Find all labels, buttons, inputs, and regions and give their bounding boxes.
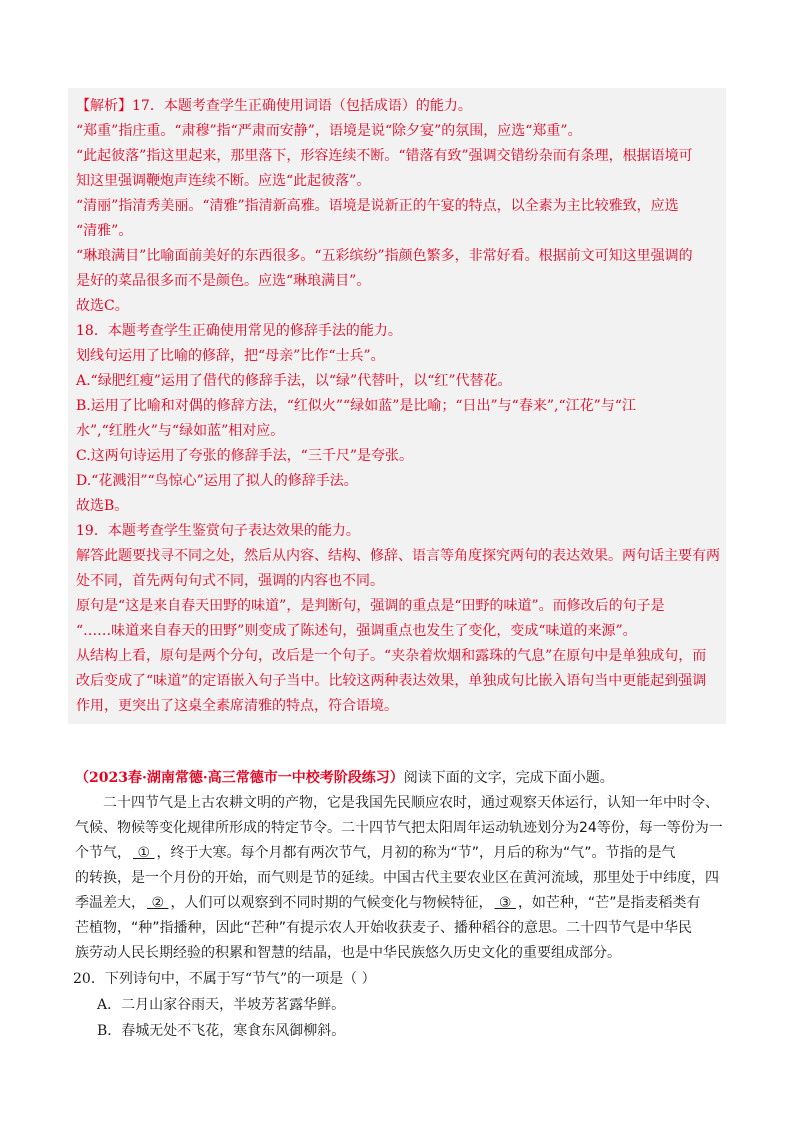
- passage-text: 季温差大，: [75, 895, 145, 911]
- analysis-line: 故选C。: [76, 298, 129, 314]
- option-b[interactable]: B．春城无处不飞花，寒食东风御柳斜。: [97, 1023, 346, 1039]
- analysis-line: “……味道来自春天的田野”则变成了陈述句，强调重点也发生了变化，变成“味道的来源”。: [76, 623, 637, 639]
- passage-line-2: 气候、物候等变化规律所形成的特定节令。二十四节气把太阳周年运动轨迹划分为24等份，每一等份为一: [75, 820, 723, 836]
- source-line: [75, 768, 614, 788]
- analysis-line: 是好的菜品很多而不是颜色。应选“琳琅满目”。: [76, 273, 371, 289]
- passage-line-5: [75, 893, 700, 913]
- analysis-line: 作用，更突出了这桌全素席清雅的特点，符合语境。: [76, 698, 398, 714]
- blank-2: [145, 893, 170, 913]
- analysis-line: “清雅”。: [76, 223, 133, 239]
- question-intro: 阅读下面的文字，完成下面小题。: [403, 770, 614, 786]
- passage-text: ，如芒种，“芒”是指麦稻类有: [517, 895, 701, 911]
- analysis-line: “郑重”指庄重。“肃穆”指“严肃而安静”，语境是说“除夕宴”的氛围，应选“郑重”。: [76, 123, 582, 139]
- analysis-line: 解答此题要找寻不同之处，然后从内容、结构、修辞、语言等角度探究两句的表达效果。两句话主要有两: [76, 548, 720, 564]
- analysis-line: 19．本题考查学生鉴赏句子表达效果的能力。: [76, 523, 360, 539]
- passage-text: ，人们可以观察到不同时期的气候变化与物候特征，: [170, 895, 493, 911]
- analysis-line: “清丽”指清秀美丽。“清雅”指清新高雅。语境是说新正的午宴的特点，以全素为主比较雅致，应选: [76, 198, 679, 214]
- passage-line-7: 族劳动人民长期经验的积累和智慧的结晶，也是中华民族悠久历史文化的重要组成部分。: [75, 945, 621, 961]
- analysis-line: “琳琅满目”比喻面前美好的东西很多。“五彩缤纷”指颜色繁多，非常好看。根据前文可知这里强调的: [76, 248, 693, 264]
- analysis-line: A.“绿肥红瘦”运用了借代的修辞手法，以“绿”代替叶，以“红”代替花。: [76, 373, 512, 389]
- analysis-line: 从结构上看，原句是两个分句，改后是一个句子。“夹杂着炊烟和露珠的气息”在原句中是单独成句，而: [76, 648, 707, 664]
- passage-line-4: 的转换，是一个月份的开始，而气则是节的延续。中国古代主要农业区在黄河流域，那里处于中纬度，四: [75, 870, 719, 886]
- passage-line-1: 二十四节气是上古农耕文明的产物，它是我国先民顺应农时，通过观察天体运行，认知一年中时令、: [103, 795, 719, 811]
- blank-3-number: ③: [498, 895, 512, 911]
- blank-1-number: ①: [137, 845, 151, 861]
- passage-text: ，终于大寒。每个月都有两次节气，月初的称为“节”，月后的称为“气”。节指的是气: [156, 845, 676, 861]
- analysis-line: 改后变成了“味道”的定语嵌入句子当中。比较这两种表达效果，单独成句比嵌入语句当中更能起到强调: [76, 673, 707, 689]
- analysis-line: 18．本题考查学生正确使用常见的修辞手法的能力。: [76, 323, 402, 339]
- option-a[interactable]: A．二月山家谷雨天，半坡芳茗露华鲜。: [97, 997, 346, 1013]
- analysis-line: 划线句运用了比喻的修辞，把“母亲”比作“士兵”。: [76, 348, 385, 364]
- analysis-line: C.这两句诗运用了夸张的修辞手法，“三千尺”是夸张。: [76, 448, 413, 464]
- analysis-line: 故选B。: [76, 498, 129, 514]
- blank-2-number: ②: [151, 895, 165, 911]
- blank-3: [492, 893, 517, 913]
- passage-text: 个节气，: [75, 845, 131, 861]
- analysis-line: 【解析】17．本题考查学生正确使用词语（包括成语）的能力。: [76, 98, 472, 114]
- analysis-line: D.“花溅泪”“鸟惊心”运用了拟人的修辞手法。: [76, 473, 358, 489]
- passage-line-3: [75, 843, 675, 863]
- question-20: 20．下列诗句中，不属于写“节气”的一项是（ ）: [73, 971, 376, 987]
- analysis-line: 水”,“红胜火”与“绿如蓝”相对应。: [76, 423, 285, 439]
- analysis-line: B.运用了比喻和对偶的修辞方法，“红似火”“绿如蓝”是比喻；“日出”与“春来”,“江花”与“江: [76, 398, 636, 414]
- analysis-panel: [68, 88, 726, 724]
- analysis-line: 知这里强调鞭炮声连续不断。应选“此起彼落”。: [76, 173, 371, 189]
- analysis-line: “此起彼落”指这里起来，那里落下，形容连续不断。“错落有致”强调交错纷杂而有条理，根据语境可: [76, 148, 693, 164]
- passage-line-6: 芒植物，“种”指播种，因此“芒种”有提示农人开始收获麦子、播种稻谷的意思。二十四节气是中华民: [75, 920, 693, 936]
- analysis-line: 处不同，首先两句句式不同，强调的内容也不同。: [76, 573, 384, 589]
- question-source: （2023春·湖南常德·高三常德市一中校考阶段练习）: [75, 770, 404, 786]
- blank-1: [131, 843, 156, 863]
- analysis-line: 原句是“这是来自春天田野的味道”，是判断句，强调的重点是“田野的味道”。而修改后的句子是: [76, 598, 665, 614]
